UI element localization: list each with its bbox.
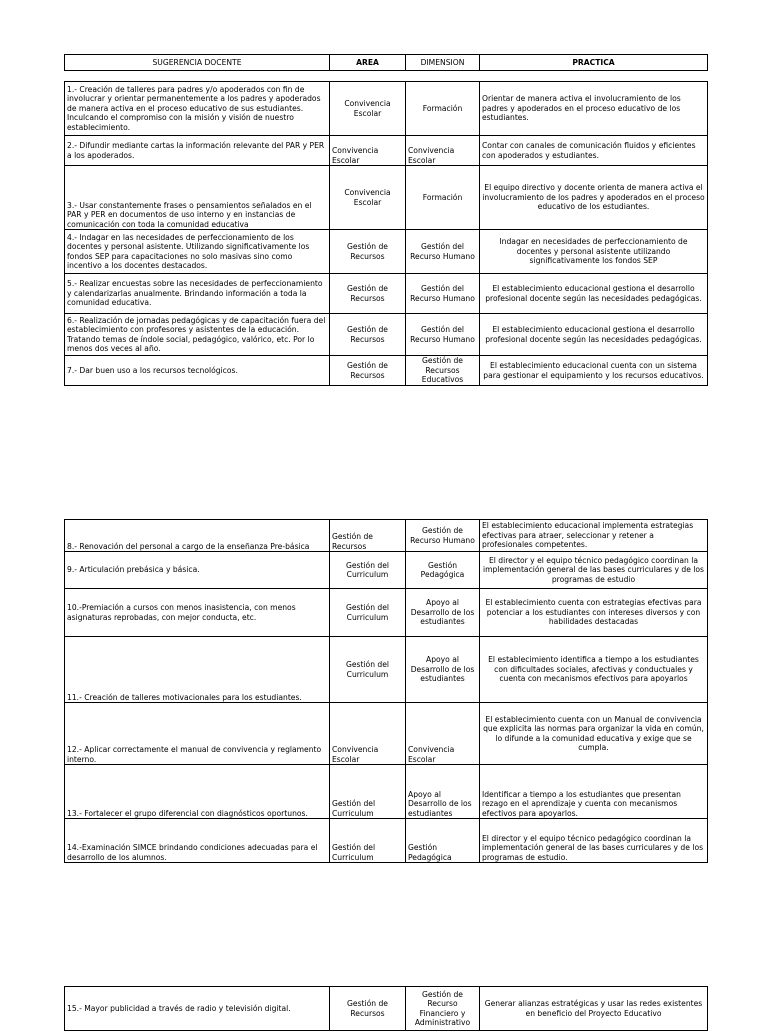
dimension-cell: Gestión del Recurso Humano [406,230,480,274]
area-cell: Convivencia Escolar [330,166,406,230]
area-cell: Convivencia Escolar [330,136,406,166]
suggestion-cell: 9.- Articulación prebásica y básica. [65,552,330,589]
suggestion-cell: 1.- Creación de talleres para padres y/o apoderados con fin de involucrar y orientar permanentemente a los padres y apoderados de manera activa en el proceso educativo de sus estudiantes. Inculcando el compromiso con la misión y visión de nuestro establecimiento. [65,82,330,136]
table-row [65,765,708,819]
dimension-cell: Gestión de Recurso Financiero y Administrativo [406,987,480,1031]
practice-cell: El establecimiento cuenta con estrategias efectivas para potenciar a los estudiantes con intereses diversos y con habilidades destacadas [480,589,708,637]
table-row [65,274,708,314]
dimension-cell: Convivencia Escolar [406,136,480,166]
dimension-cell: Gestión de Recurso Humano [406,520,480,552]
suggestions-table-2 [64,519,708,863]
area-cell: Gestión del Curriculum [330,637,406,703]
suggestion-cell: 5.- Realizar encuestas sobre las necesidades de perfeccionamiento y calendarizarlas anualmente. Brindando información a toda la comunidad educativa. [65,274,330,314]
table-row [65,82,708,136]
practice-cell: El director y el equipo técnico pedagógico coordinan la implementación general de las bases curriculares y de los programas de estudio. [480,819,708,863]
dimension-cell: Convivencia Escolar [406,703,480,765]
practice-cell: El establecimiento identifica a tiempo a los estudiantes con dificultades sociales, afectivas y conductuales y cuenta con mecanismos efectivos para apoyarlos [480,637,708,703]
dimension-cell: Apoyo al Desarrollo de los estudiantes [406,765,480,819]
practice-cell: El establecimiento educacional gestiona el desarrollo profesional docente según las necesidades pedagógicas. [480,314,708,356]
practice-cell: El establecimiento educacional cuenta con un sistema para gestionar el equipamiento y los recursos educativos. [480,356,708,386]
table-row [65,166,708,230]
table-row [65,520,708,552]
header-sugerencia: SUGERENCIA DOCENTE [65,55,330,71]
table-row [65,356,708,386]
dimension-cell: Formación [406,166,480,230]
suggestion-cell: 15.- Mayor publicidad a través de radio y televisión digital. [65,987,330,1031]
dimension-cell: Apoyo al Desarrollo de los estudiantes [406,589,480,637]
header-area: AREA [330,55,406,71]
suggestion-cell: 11.- Creación de talleres motivacionales para los estudiantes. [65,637,330,703]
table-row [65,819,708,863]
area-cell: Gestión del Curriculum [330,589,406,637]
practice-cell: Orientar de manera activa el involucramiento de los padres y apoderados en el proceso educativo de los estudiantes. [480,82,708,136]
area-cell: Gestión del Curriculum [330,819,406,863]
suggestion-cell: 2.- Difundir mediante cartas la información relevante del PAR y PER a los apoderados. [65,136,330,166]
suggestions-table-3 [64,986,708,1031]
dimension-cell: Formación [406,82,480,136]
dimension-cell: Gestión del Recurso Humano [406,314,480,356]
table-row [65,136,708,166]
table-row [65,552,708,589]
dimension-cell: Gestión del Recurso Humano [406,274,480,314]
area-cell: Gestión del Curriculum [330,765,406,819]
area-cell: Gestión de Recursos [330,230,406,274]
dimension-cell: Apoyo al Desarrollo de los estudiantes [406,637,480,703]
table-row [65,703,708,765]
suggestion-cell: 14.-Examinación SIMCE brindando condiciones adecuadas para el desarrollo de los alumnos. [65,819,330,863]
practice-cell: Contar con canales de comunicación fluidos y eficientes con apoderados y estudiantes. [480,136,708,166]
header-dimension: DIMENSION [406,55,480,71]
suggestion-cell: 3.- Usar constantemente frases o pensamientos señalados en el PAR y PER en documentos de uso interno y en instancias de comunicación con toda la comunidad educativa [65,166,330,230]
dimension-cell: Gestión Pedagógica [406,552,480,589]
practice-cell: Identificar a tiempo a los estudiantes que presentan rezago en el aprendizaje y cuenta con mecanismos efectivos para apoyarlos. [480,765,708,819]
practice-cell: El director y el equipo técnico pedagógico coordinan la implementación general de las bases curriculares y de los programas de estudio [480,552,708,589]
area-cell: Gestión del Curriculum [330,552,406,589]
header-table [64,54,708,71]
suggestion-cell: 10.-Premiación a cursos con menos inasistencia, con menos asignaturas reprobadas, con mejor conducta, etc. [65,589,330,637]
area-cell: Gestión de Recursos [330,987,406,1031]
practice-cell: El establecimiento educacional implementa estrategias efectivas para atraer, seleccionar y retener a profesionales competentes. [480,520,708,552]
table-row [65,230,708,274]
table-row [65,589,708,637]
suggestion-cell: 8.- Renovación del personal a cargo de la enseñanza Pre-básica [65,520,330,552]
practice-cell: El establecimiento cuenta con un Manual de convivencia que explicita las normas para organizar la vida en común, lo difunde a la comunidad educativa y exige que se cumpla. [480,703,708,765]
area-cell: Convivencia Escolar [330,703,406,765]
suggestion-cell: 12.- Aplicar correctamente el manual de convivencia y reglamento interno. [65,703,330,765]
suggestion-cell: 13.- Fortalecer el grupo diferencial con diagnósticos oportunos. [65,765,330,819]
table-row [65,314,708,356]
practice-cell: El establecimiento educacional gestiona el desarrollo profesional docente según las necesidades pedagógicas. [480,274,708,314]
area-cell: Gestión de Recursos [330,314,406,356]
suggestions-table-1 [64,81,708,386]
dimension-cell: Gestión de Recursos Educativos [406,356,480,386]
area-cell: Convivencia Escolar [330,82,406,136]
practice-cell: Indagar en necesidades de perfeccionamiento de docentes y personal asistente utilizando significativamente los fondos SEP [480,230,708,274]
table-row [65,637,708,703]
practice-cell: Generar alianzas estratégicas y usar las redes existentes en beneficio del Proyecto Educativo [480,987,708,1031]
area-cell: Gestión de Recursos [330,356,406,386]
header-practica: PRACTICA [480,55,708,71]
header-row [65,55,708,71]
suggestion-cell: 6.- Realización de jornadas pedagógicas y de capacitación fuera del establecimiento con profesores y asistentes de la educación. Tratando temas de índole social, pedagógico, valórico, etc. Por lo menos dos veces al año. [65,314,330,356]
area-cell: Gestión de Recursos [330,520,406,552]
area-cell: Gestión de Recursos [330,274,406,314]
suggestion-cell: 7.- Dar buen uso a los recursos tecnológicos. [65,356,330,386]
dimension-cell: Gestión Pedagógica [406,819,480,863]
suggestion-cell: 4.- Indagar en las necesidades de perfeccionamiento de los docentes y personal asistente. Utilizando significativamente los fondos SEP para capacitaciones no solo masivas sino como incentivo a los docentes destacados. [65,230,330,274]
practice-cell: El equipo directivo y docente orienta de manera activa el involucramiento de los padres y apoderados en el proceso educativo de los estudiantes. [480,166,708,230]
